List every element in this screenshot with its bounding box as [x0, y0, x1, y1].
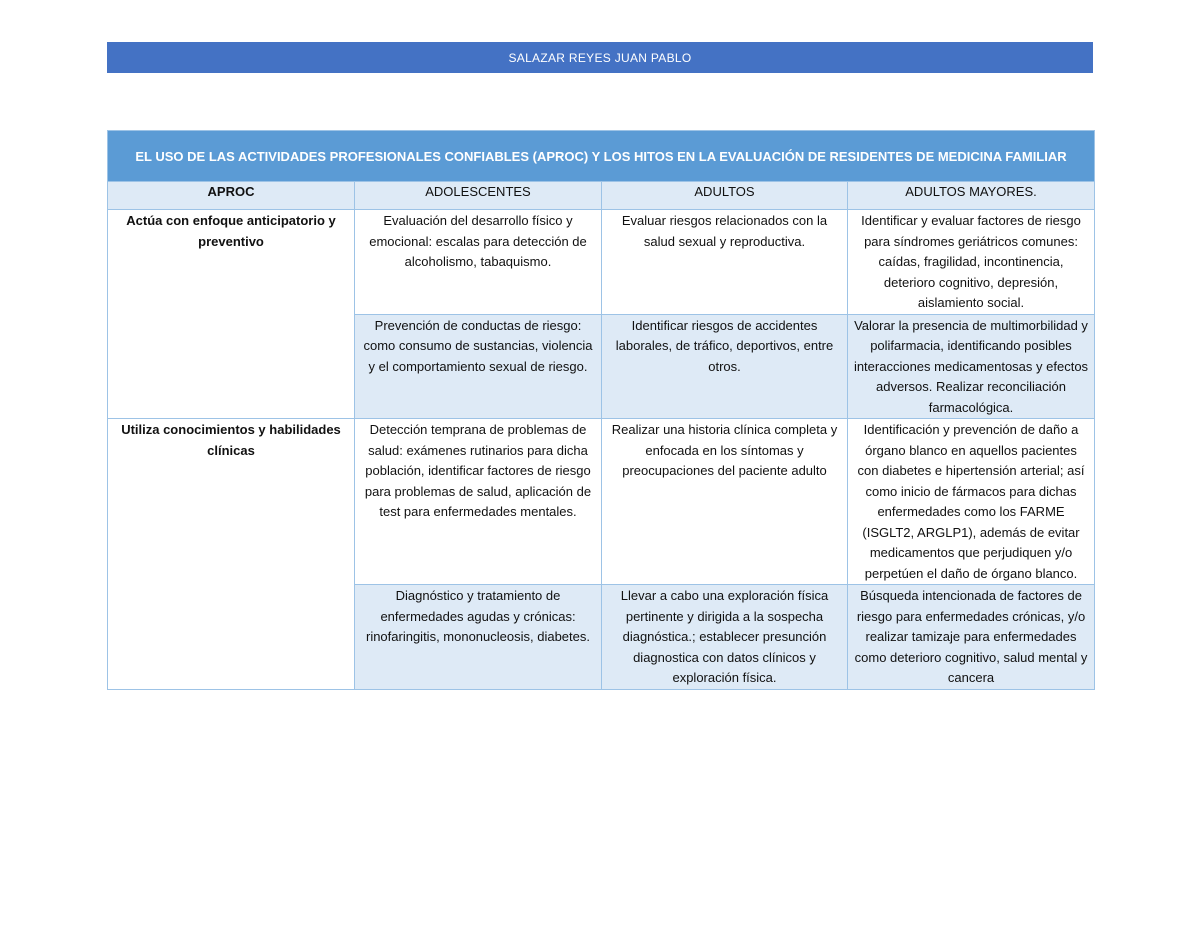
- header-row: [108, 182, 1095, 210]
- table-cell: Identificar riesgos de accidentes laborales, de tráfico, deportivos, entre otros.: [602, 314, 848, 419]
- table-row: [108, 210, 1095, 315]
- aproc-table: [107, 130, 1095, 690]
- table-cell: Prevención de conductas de riesgo: como consumo de sustancias, violencia y el comportamiento sexual de riesgo.: [355, 314, 602, 419]
- table-cell: Identificar y evaluar factores de riesgo para síndromes geriátricos comunes: caídas, fragilidad, incontinencia, deterioro cognitivo, depresión, aislamiento social.: [848, 210, 1095, 315]
- table-title: EL USO DE LAS ACTIVIDADES PROFESIONALES CONFIABLES (APROC) Y LOS HITOS EN LA EVALUACIÓN DE RESIDENTES DE MEDICINA FAMILIAR: [108, 131, 1095, 182]
- table-cell: Evaluar riesgos relacionados con la salud sexual y reproductiva.: [602, 210, 848, 315]
- table-cell: Detección temprana de problemas de salud: exámenes rutinarios para dicha población, identificar factores de riesgo para problemas de salud, aplicación de test para enfermedades mentales.: [355, 419, 602, 585]
- table-cell: Evaluación del desarrollo físico y emocional: escalas para detección de alcoholismo, tabaquismo.: [355, 210, 602, 315]
- author-name: SALAZAR REYES JUAN PABLO: [508, 50, 692, 65]
- column-header-adultos: ADULTOS: [602, 182, 848, 210]
- title-row: [108, 131, 1095, 182]
- document-header: [107, 42, 1093, 73]
- table-cell: Identificación y prevención de daño a órgano blanco en aquellos pacientes con diabetes e hipertensión arterial; así como inicio de fármacos para dichas enfermedades como los FARME (ISGLT2, ARGLP1), además de evitar medicamentos que perjudiquen y/o perpetúen el daño de órgano blanco.: [848, 419, 1095, 585]
- column-header-adolescentes: ADOLESCENTES: [355, 182, 602, 210]
- aproc-cell: Utiliza conocimientos y habilidades clínicas: [108, 419, 355, 690]
- column-header-aproc: APROC: [108, 182, 355, 210]
- aproc-cell: Actúa con enfoque anticipatorio y preventivo: [108, 210, 355, 419]
- table-cell: Diagnóstico y tratamiento de enfermedades agudas y crónicas: rinofaringitis, mononucleosis, diabetes.: [355, 585, 602, 690]
- table-cell: Llevar a cabo una exploración física pertinente y dirigida a la sospecha diagnóstica.; establecer presunción diagnostica con datos clínicos y exploración física.: [602, 585, 848, 690]
- column-header-adultos-mayores: ADULTOS MAYORES.: [848, 182, 1095, 210]
- table-row: [108, 419, 1095, 585]
- table-cell: Valorar la presencia de multimorbilidad y polifarmacia, identificando posibles interacciones medicamentosas y efectos adversos. Realizar reconciliación farmacológica.: [848, 314, 1095, 419]
- table-cell: Realizar una historia clínica completa y enfocada en los síntomas y preocupaciones del paciente adulto: [602, 419, 848, 585]
- table-cell: Búsqueda intencionada de factores de riesgo para enfermedades crónicas, y/o realizar tamizaje para enfermedades como deterioro cognitivo, salud mental y cancera: [848, 585, 1095, 690]
